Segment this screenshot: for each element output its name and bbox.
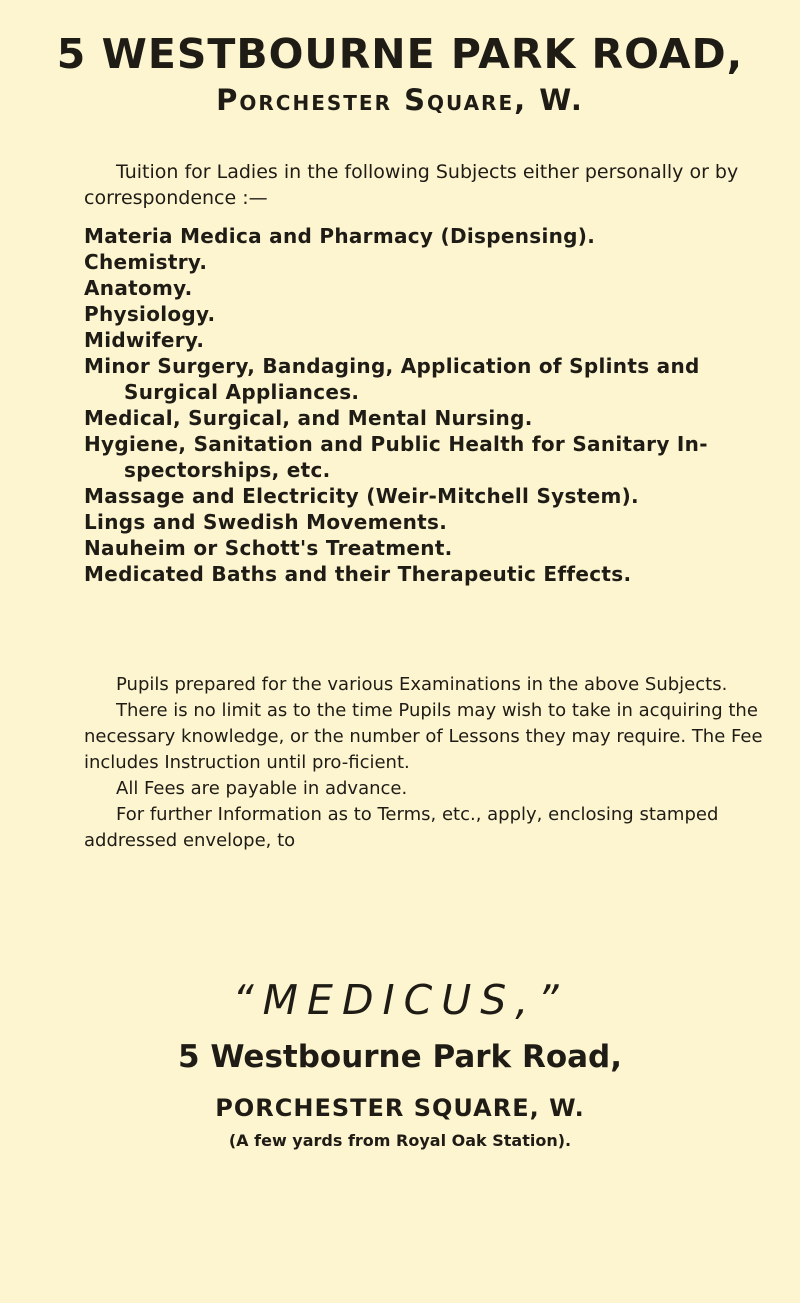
subject-item: Medicated Baths and their Therapeutic Effects. (84, 562, 632, 586)
subject-item: Hygiene, Sanitation and Public Health for Sanitary In-spectorships, etc. (84, 432, 708, 482)
subject-item: Materia Medica and Pharmacy (Dispensing). (84, 224, 596, 248)
subjects-list (84, 223, 784, 587)
subject-item: Anatomy. (84, 276, 193, 300)
contact-address: 5 Westbourne Park Road, (177, 1039, 623, 1075)
subject-item: Nauheim or Schott's Treatment. (84, 536, 453, 560)
intro-paragraph: Tuition for Ladies in the following Subjects either personally or by correspondence :— (84, 161, 739, 209)
subject-item: Minor Surgery, Bandaging, Application of Splints and Surgical Appliances. (84, 354, 700, 404)
notes-section (84, 672, 774, 854)
note-paragraph: All Fees are payable in advance. (116, 778, 408, 799)
subject-item: Medical, Surgical, and Mental Nursing. (84, 406, 533, 430)
page-subtitle: Porchester Square, W. (216, 83, 584, 117)
contact-square: PORCHESTER SQUARE, W. (215, 1094, 585, 1122)
page-title: 5 WESTBOURNE PARK ROAD, (56, 30, 744, 78)
note-paragraph: For further Information as to Terms, etc., apply, enclosing stamped addressed envelope, to (84, 804, 719, 851)
subject-item: Lings and Swedish Movements. (84, 510, 448, 534)
subject-item: Physiology. (84, 302, 216, 326)
note-paragraph: There is no limit as to the time Pupils may wish to take in acquiring the necessary knowledge, or the number of Lessons they may require. The Fee includes Instruction until pro-ficient. (84, 700, 763, 773)
subject-item: Chemistry. (84, 250, 208, 274)
contact-name: “MEDICUS,” (232, 976, 568, 1024)
note-paragraph: Pupils prepared for the various Examinations in the above Subjects. (116, 674, 728, 695)
subject-item: Midwifery. (84, 328, 205, 352)
subject-item: Massage and Electricity (Weir-Mitchell System). (84, 484, 639, 508)
station-note: (A few yards from Royal Oak Station). (228, 1131, 572, 1150)
